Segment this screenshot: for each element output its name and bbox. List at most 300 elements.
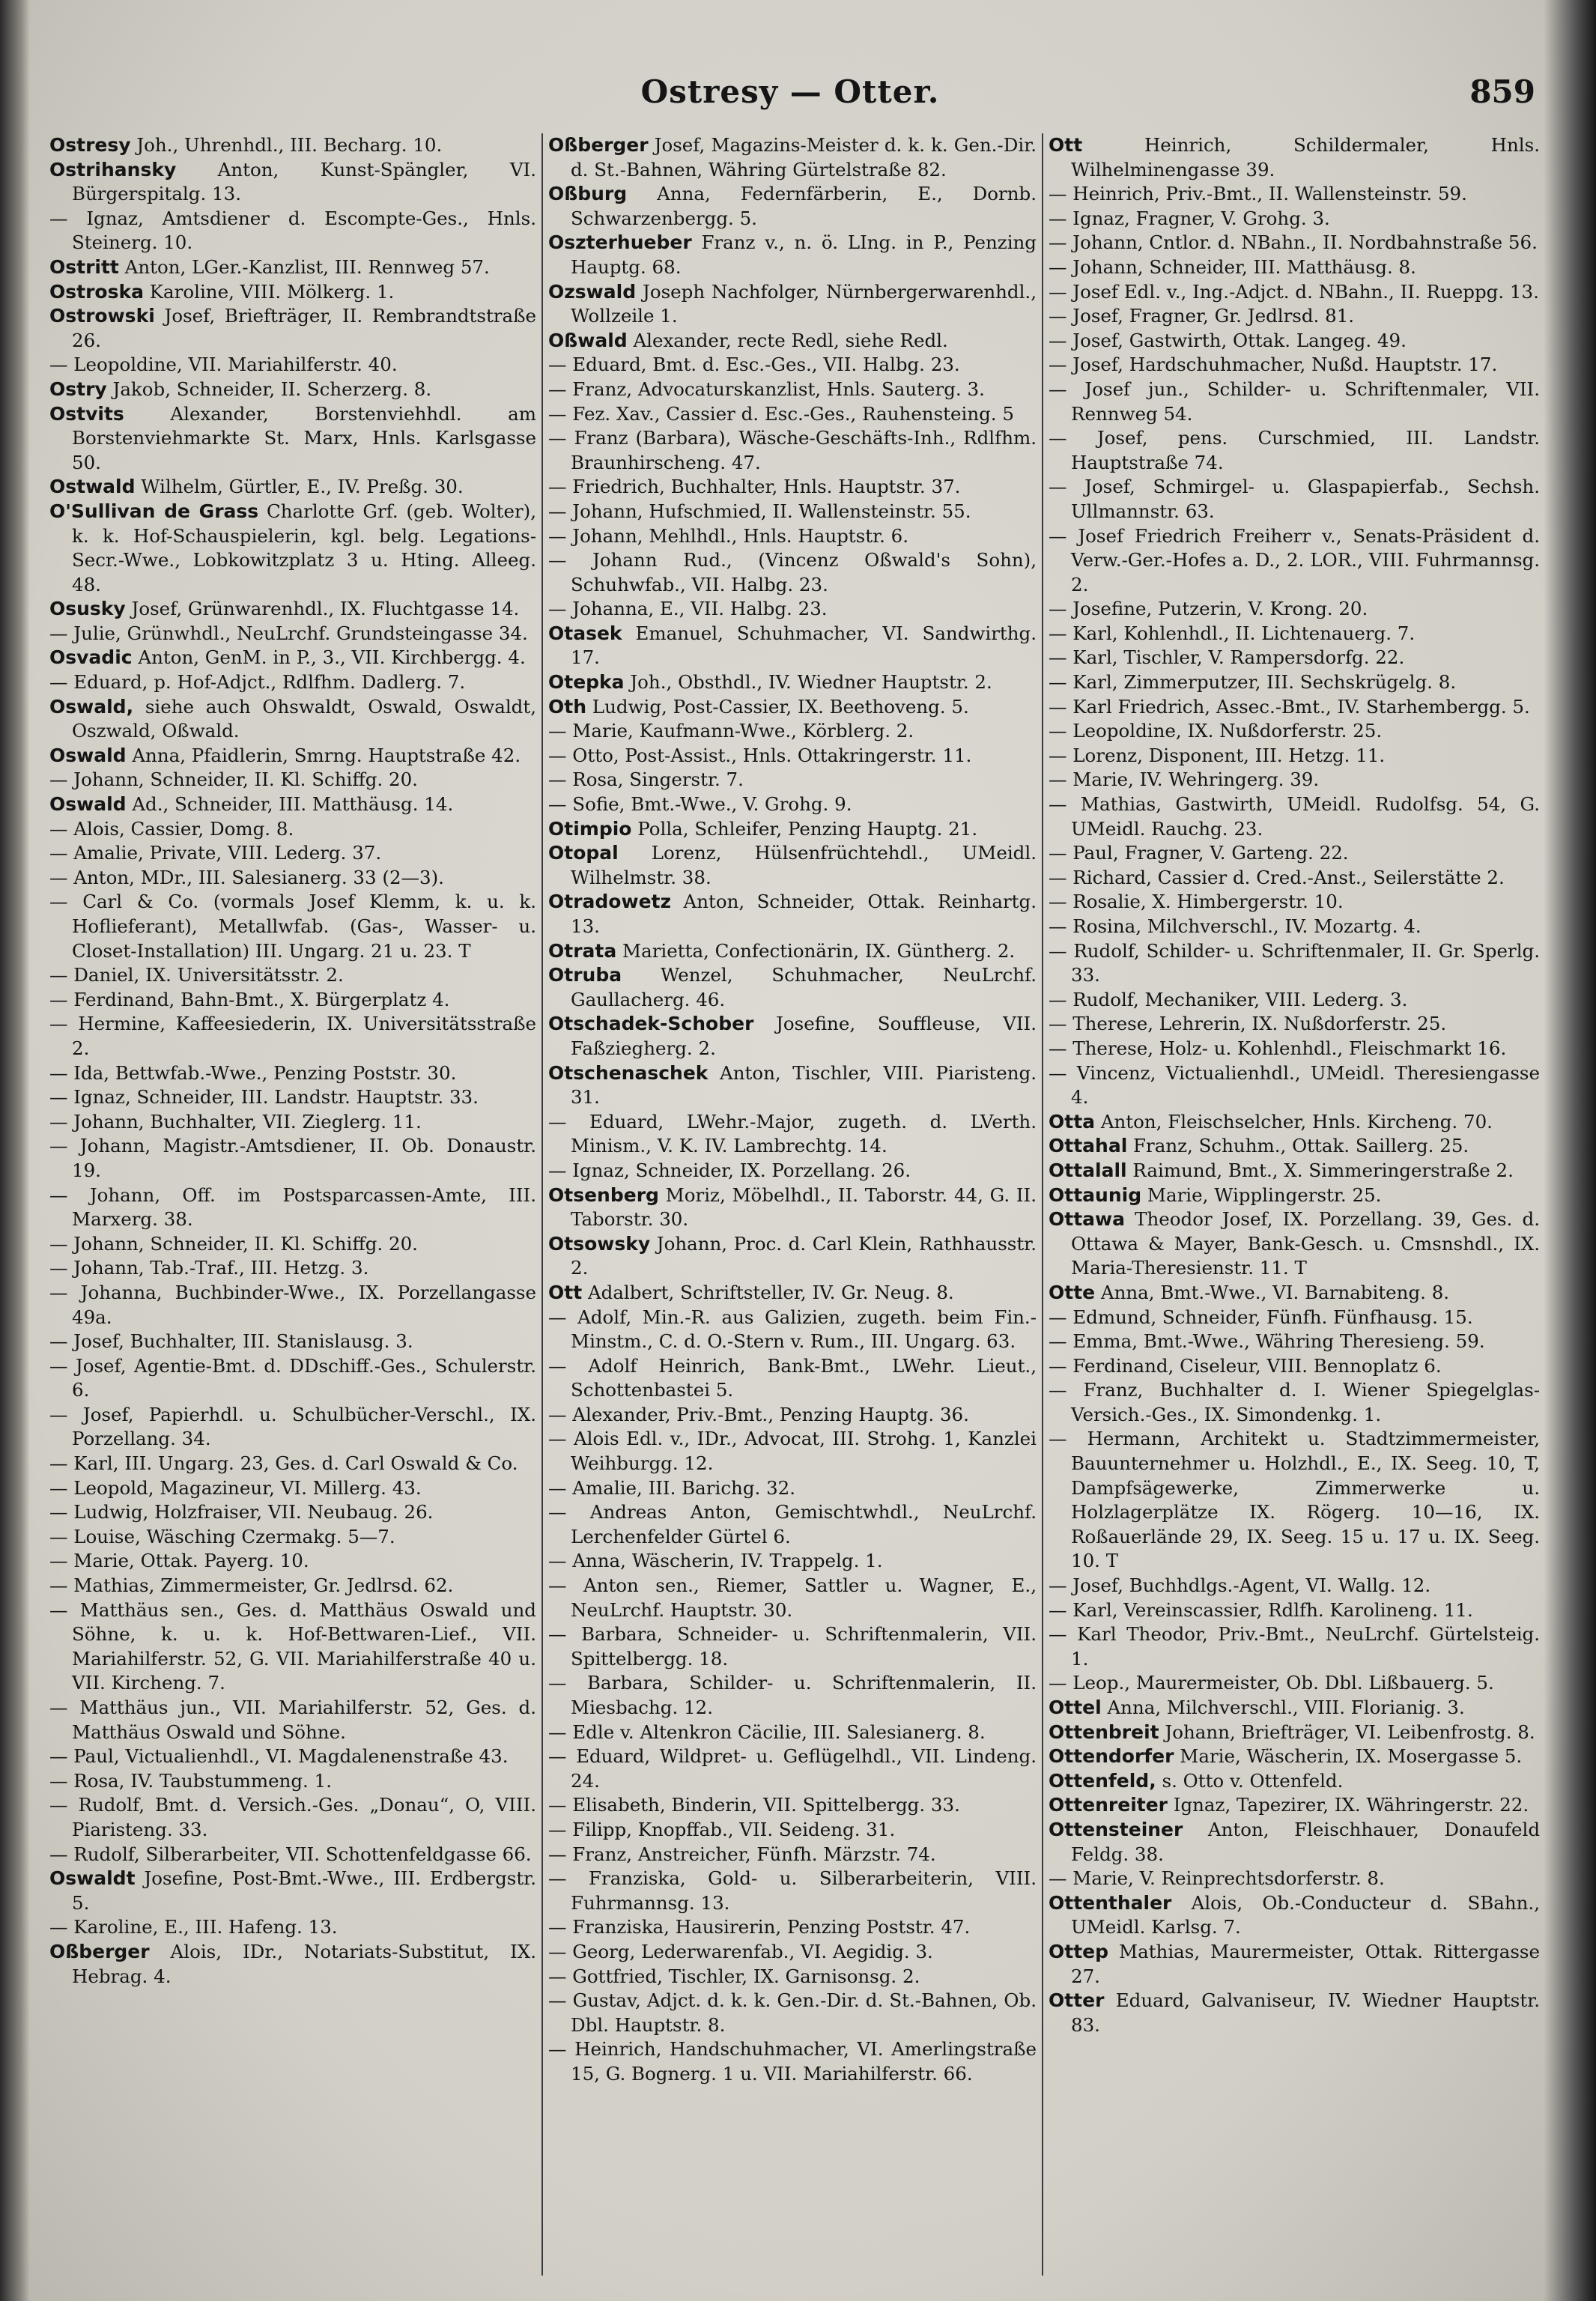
entry-details: Wenzel, Schuhmacher, NeuLrchf. Gaullacherg. 46. [571,964,1037,1010]
entry-details: Anton, Schneider, Ottak. Reinhartg. 13. [571,891,1037,937]
entry-details: Anna, Federnfärberin, E., Dornb. Schwarzenbergg. 5. [571,183,1037,229]
entry-details: — Paul, Victualienhdl., VI. Magdalenenstraße 43. [49,1745,509,1768]
entry-details: — Josef, Buchhalter, III. Stanislausg. 3. [49,1330,413,1353]
entry-details: Anna, Bmt.-Wwe., VI. Barnabiteng. 8. [1095,1281,1450,1303]
entry-surname: Otradowetz [548,891,672,913]
entry-details: — Karl Friedrich, Assec.-Bmt., IV. Starhembergg. 5. [1049,695,1530,718]
entry-details: — Leopoldine, VII. Mariahilferstr. 40. [49,354,398,376]
entry-details: — Josef, Hardschuhmacher, Nußd. Hauptstr. 17. [1049,354,1498,376]
entry-details: — Karl, Vereinscassier, Rdlfh. Karolineng. 11. [1049,1598,1473,1621]
entry-details: Josef, Grünwarenhdl., IX. Fluchtgasse 14. [125,598,520,620]
entry-details: — Rosa, Singerstr. 7. [548,768,744,791]
directory-entry [1049,378,1540,426]
directory-entry [548,768,1037,792]
directory-entry [49,1281,536,1330]
directory-entry [548,1744,1037,1793]
entry-details: — Franziska, Gold- u. Silberarbeiterin, VIII. Fuhrmannsg. 13. [548,1867,1037,1914]
directory-entry [548,2037,1037,2086]
directory-entry [548,133,1037,182]
entry-details: — Therese, Holz- u. Kohlenhdl., Fleischmarkt 16. [1049,1037,1507,1059]
entry-surname: Ottawa [1049,1208,1125,1231]
entry-surname: Ottaunig [1049,1183,1142,1206]
directory-entry [49,1793,536,1842]
entry-details: — Eduard, Wildpret- u. Geflügelhdl., VII. Lindeng. 24. [548,1745,1037,1792]
directory-entry [548,500,1037,524]
entry-details: — Otto, Post-Assist., Hnls. Ottakringerstr. 11. [548,744,972,766]
directory-entry [49,1476,536,1501]
directory-entry [1049,1306,1540,1330]
entry-details: — Leopold, Magazineur, VI. Millerg. 43. [49,1476,422,1499]
directory-entry [548,890,1037,939]
entry-details: — Hermann, Architekt u. Stadtzimmermeister, Bauunternehmer u. Holzhdl., E., IX. Seeg. 10, T, Dampfsägewerke, Zimmerwerke u. Holzlagerplätze IX. Rögerg. 10—16, IX. Roßauerlände 29, IX. Seeg. 15 u. 17 u. IX. Seeg. 10. T [1049,1428,1540,1572]
entry-details: Joseph Nachfolger, Nürnbergerwarenhdl., Wollzeile 1. [571,280,1037,327]
entry-details: — Elisabeth, Binderin, VII. Spittelbergg. 33. [548,1794,960,1816]
directory-entry [548,1281,1037,1306]
entry-details: — Johann, Mehlhdl., Hnls. Hauptstr. 6. [548,524,909,547]
entry-details: — Josef, Fragner, Gr. Jedlrsd. 81. [1049,305,1355,327]
entry-details: — Johann, Hufschmied, II. Wallensteinstr. 55. [548,500,971,522]
directory-entry [49,475,536,500]
directory-entry [1049,1769,1540,1794]
entry-details: — Lorenz, Disponent, III. Hetzg. 11. [1049,744,1386,766]
directory-entry [49,1061,536,1086]
directory-entry [548,1622,1037,1671]
entry-details: Lorenz, Hülsenfrüchtehdl., UMeidl. Wilhelmstr. 38. [571,842,1037,888]
directory-entry [49,1940,536,1989]
entry-details: — Karl, Zimmerputzer, III. Sechskrügelg. 8. [1049,671,1457,694]
directory-entry [49,1843,536,1867]
entry-details: — Alois, Cassier, Domg. 8. [49,817,294,840]
directory-entry [49,1452,536,1476]
directory-entry [1049,1427,1540,1574]
entry-surname: Oszterhueber [548,231,692,254]
directory-entry [49,597,536,622]
entry-details: — Karl, Tischler, V. Rampersdorfg. 22. [1049,646,1405,669]
entry-details: — Barbara, Schilder- u. Schriftenmalerin, II. Miesbachg. 12. [548,1672,1037,1718]
entry-surname: O'Sullivan de Grass [49,500,259,522]
entry-details: Josefine, Post-Bmt.-Wwe., III. Erdbergstr. 5. [72,1867,536,1914]
entry-details: — Richard, Cassier d. Cred.-Anst., Seilerstätte 2. [1049,866,1505,888]
entry-details: Anna, Pfaidlerin, Smrng. Hauptstraße 42. [126,744,521,766]
directory-entry [548,475,1037,500]
directory-entry [1049,353,1540,378]
entry-details: — Anna, Wäscherin, IV. Trappelg. 1. [548,1550,883,1572]
entry-surname: Ottahal [1049,1135,1128,1157]
directory-entry [548,280,1037,329]
entry-surname: Ottep [1049,1940,1109,1962]
directory-entry [548,1574,1037,1622]
directory-entry [1049,1598,1540,1623]
entry-details: — Ludwig, Holzfraiser, VII. Neubaug. 26. [49,1501,434,1524]
directory-entry [548,841,1037,890]
directory-entry [1049,475,1540,524]
directory-entry [49,1915,536,1940]
directory-entry [1049,1281,1540,1306]
directory-entry [49,207,536,255]
entry-details: — Eduard, LWehr.-Major, zugeth. d. LVerth. Minism., V. K. IV. Lambrechtg. 14. [548,1110,1037,1157]
directory-entry [49,1232,536,1257]
directory-entry [49,304,536,353]
directory-entry [548,1989,1037,2037]
directory-entry [548,939,1037,964]
entry-surname: Ottensteiner [1049,1818,1183,1840]
directory-entry [548,1306,1037,1354]
directory-entry [1049,1134,1540,1159]
directory-entry [49,841,536,866]
entry-details: — Barbara, Schneider- u. Schriftenmalerin, VII. Spittelbergg. 18. [548,1623,1037,1670]
page-header [45,73,1535,118]
directory-entry [1049,133,1540,182]
entry-details: — Hermine, Kaffeesiederin, IX. Universitätsstraße 2. [49,1013,536,1059]
entry-surname: Oßberger [548,134,649,156]
entry-details: s. Otto v. Ottenfeld. [1156,1769,1344,1792]
entry-details: — Franz, Anstreicher, Fünfh. Märzstr. 74. [548,1843,936,1865]
directory-entry [548,1671,1037,1720]
directory-entry [548,622,1037,670]
entry-surname: Ottendorfer [1049,1745,1174,1768]
entry-surname: Ostry [49,378,107,400]
entry-details: — Filipp, Knopffab., VII. Seideng. 31. [548,1818,896,1840]
entry-details: Adalbert, Schriftsteller, IV. Gr. Neug. 8. [582,1281,954,1303]
entry-details: Marie, Wipplingerstr. 25. [1141,1183,1382,1206]
entry-details: — Johann, Schneider, II. Kl. Schiffg. 20. [49,1232,418,1255]
directory-entry [548,378,1037,402]
directory-entry [49,1696,536,1744]
entry-details: Ad., Schneider, III. Matthäusg. 14. [126,793,454,816]
directory-entry [49,255,536,280]
entry-surname: Osusky [49,598,126,620]
entry-details: Ludwig, Post-Cassier, IX. Beethoveng. 5. [586,695,969,718]
entry-details: — Franziska, Hausirerin, Penzing Poststr. 47. [548,1916,971,1938]
entry-surname: Ostvits [49,402,124,425]
entry-surname: Ostrihansky [49,158,177,181]
directory-entry [49,1574,536,1598]
directory-entry [1049,1671,1540,1696]
entry-details: Franz v., n. ö. LIng. in P., Penzing Hauptg. 68. [571,231,1037,278]
entry-details: Charlotte Grf. (geb. Wolter), k. k. Hof-Schauspielerin, kgl. belg. Legations-Secr.-Wwe., Lobkowitzplatz 3 u. Hting. Alleeg. 48. [72,500,536,595]
entry-details: Joh., Uhrenhdl., III. Becharg. 10. [130,134,443,156]
directory-entry [49,817,536,842]
directory-entry [548,695,1037,720]
entry-details: — Johann, Tab.-Traf., III. Hetzg. 3. [49,1257,369,1279]
entry-details: — Ignaz, Schneider, IX. Porzellang. 26. [548,1159,911,1181]
entry-details: — Adolf Heinrich, Bank-Bmt., LWehr. Lieut., Schottenbastei 5. [548,1354,1037,1401]
entry-details: — Franz, Buchhalter d. I. Wiener Spiegelglas-Versich.-Ges., IX. Simondenkg. 1. [1049,1379,1540,1425]
entry-details: — Rudolf, Silberarbeiter, VII. Schottenfeldgasse 66. [49,1843,532,1865]
entry-surname: Otter [1049,1989,1105,2012]
entry-details: — Johanna, E., VII. Halbg. 23. [548,598,828,620]
entry-details: — Alexander, Priv.-Bmt., Penzing Hauptg. 36. [548,1403,969,1425]
directory-entry [49,158,536,207]
entry-details: — Mathias, Zimmermeister, Gr. Jedlrsd. 62. [49,1574,454,1597]
entry-details: — Carl & Co. (vormals Josef Klemm, k. u. k. Hoflieferant), Metallwfab. (Gas-, Wasser- u. Closet-Installation) III. Ungarg. 21 u. 23. T [49,891,536,962]
entry-details: — Matthäus sen., Ges. d. Matthäus Oswald und Söhne, k. u. k. Hof-Bettwaren-Lief., VII. Mariahilferstr. 52, G. VII. Mariahilferstraße 40 u. VII. Kircheng. 7. [49,1598,536,1694]
directory-entry [548,1012,1037,1061]
directory-entry [49,988,536,1013]
entry-details: — Josef, pens. Curschmied, III. Landstr. Hauptstraße 74. [1049,427,1540,473]
page-number: 859 [1469,73,1535,110]
entry-surname: Ozswald [548,280,637,303]
entry-surname: Ottenbreit [1049,1721,1159,1743]
entry-details: — Adolf, Min.-R. aus Galizien, zugeth. beim Fin.-Minstm., C. d. O.-Stern v. Rum., III. Ungarg. 63. [548,1306,1037,1353]
directory-entry [548,548,1037,597]
entry-details: — Eduard, Bmt. d. Esc.-Ges., VII. Halbg. 23. [548,354,960,376]
entry-surname: Oßburg [548,183,628,205]
directory-entry [49,133,536,158]
directory-entry [1049,915,1540,939]
entry-details: — Johann Rud., (Vincenz Oßwald's Sohn), Schuhwfab., VII. Halbg. 23. [548,549,1037,595]
directory-entry [1049,744,1540,768]
directory-entry [1049,231,1540,255]
directory-entry [1049,280,1540,305]
directory-entry [1049,939,1540,988]
entry-details: — Sofie, Bmt.-Wwe., V. Grohg. 9. [548,793,852,816]
directory-entry [548,1061,1037,1110]
directory-entry [1049,1867,1540,1891]
directory-entry [1049,207,1540,231]
entry-surname: Oth [548,695,587,718]
directory-entry [548,1476,1037,1501]
entry-details: Ignaz, Tapezirer, IX. Währingerstr. 22. [1168,1794,1529,1816]
entry-surname: Oßwald [548,329,628,351]
directory-entry [1049,695,1540,720]
entry-details: — Rudolf, Schilder- u. Schriftenmaler, II. Gr. Sperlg. 33. [1049,939,1540,986]
directory-entry [548,1965,1037,1989]
directory-entry [548,1110,1037,1159]
entry-details: — Johann, Cntlor. d. NBahn., II. Nordbahnstraße 56. [1049,231,1538,254]
entry-details: Anton, Fleischhauer, Donaufeld Feldg. 38. [1071,1818,1540,1865]
entry-details: — Rosina, Milchverschl., IV. Mozartg. 4. [1049,915,1421,937]
directory-entry [548,817,1037,842]
entry-details: — Johann, Magistr.-Amtsdiener, II. Ob. Donaustr. 19. [49,1135,536,1181]
entry-details: — Rudolf, Mechaniker, VIII. Lederg. 3. [1049,988,1408,1010]
directory-entry [49,402,536,476]
entry-surname: Otruba [548,964,622,986]
entry-surname: Otrata [548,939,617,962]
entry-details: — Josef, Gastwirth, Ottak. Langeg. 49. [1049,329,1407,351]
directory-entry [49,1525,536,1550]
directory-entry [49,1012,536,1061]
directory-entry [49,1769,536,1794]
directory-entry [1049,426,1540,475]
directory-entry [548,1940,1037,1965]
entry-details: — Josef Friedrich Freiherr v., Senats-Präsident d. Verw.-Ger.-Hofes a. D., 2. LOR., VIII. Fuhrmannsg. 2. [1049,524,1540,595]
entry-details: — Georg, Lederwarenfab., VI. Aegidig. 3. [548,1940,933,1962]
entry-details: — Edle v. Altenkron Cäcilie, III. Salesianerg. 8. [548,1721,986,1743]
entry-details: — Leop., Maurermeister, Ob. Dbl. Lißbauerg. 5. [1049,1672,1494,1694]
entry-surname: Otschenaschek [548,1061,709,1084]
entry-details: — Marie, Ottak. Payerg. 10. [49,1550,309,1572]
entry-details: Eduard, Galvaniseur, IV. Wiedner Hauptstr. 83. [1071,1989,1540,2036]
directory-entry [1049,1891,1540,1940]
directory-entry [1049,1207,1540,1281]
entry-details: Anton, GenM. in P., 3., VII. Kirchbergg. 4. [132,646,526,669]
entry-details: — Karl Theodor, Priv.-Bmt., NeuLrchf. Gürtelsteig. 1. [1049,1623,1540,1670]
entry-details: Alois, IDr., Notariats-Substitut, IX. Hebrag. 4. [72,1940,536,1987]
entry-details: Anna, Milchverschl., VIII. Florianig. 3. [1101,1697,1465,1718]
entry-surname: Otimpio [548,817,632,840]
entry-details: Theodor Josef, IX. Porzellang. 39, Ges. d. Ottawa & Mayer, Bank-Gesch. u. Cmsnshdl., IX. Maria-Theresienstr. 11. T [1071,1208,1540,1279]
directory-entry [1049,329,1540,354]
directory-entry [1049,1378,1540,1427]
entry-details: — Matthäus jun., VII. Mariahilferstr. 52, Ges. d. Matthäus Oswald und Söhne. [49,1697,536,1743]
entry-details: Anton, LGer.-Kanzlist, III. Rennweg 57. [118,255,490,278]
directory-entry [1049,792,1540,841]
entry-surname: Otte [1049,1281,1096,1303]
entry-details: Marie, Wäscherin, IX. Mosergasse 5. [1174,1745,1523,1768]
directory-entry [548,524,1037,549]
entry-surname: Otschadek-Schober [548,1013,754,1035]
entry-details: — Franz (Barbara), Wäsche-Geschäfts-Inh., Rdlfhm. Braunhirscheng. 47. [548,427,1037,473]
entry-surname: Otsowsky [548,1232,651,1255]
entry-details: — Marie, IV. Wehringerg. 39. [1049,768,1320,791]
directory-entry [548,1549,1037,1574]
entry-details: — Marie, V. Reinprechtsdorferstr. 8. [1049,1867,1385,1890]
entry-details: — Johann, Schneider, II. Kl. Schiffg. 20. [49,768,418,791]
directory-entry [1049,890,1540,915]
entry-details: — Ignaz, Schneider, III. Landstr. Hauptstr. 33. [49,1086,479,1109]
directory-entry [548,744,1037,768]
column-1 [49,133,536,2276]
entry-surname: Otasek [548,622,622,644]
column-2 [548,133,1037,2276]
entry-details: Franz, Schuhm., Ottak. Saillerg. 25. [1127,1135,1469,1157]
directory-entry [548,231,1037,279]
directory-entry [1049,304,1540,329]
directory-entry [49,1403,536,1452]
column-3 [1049,133,1540,2276]
entry-surname: Ottalall [1049,1159,1127,1181]
directory-entry [1049,1721,1540,1745]
directory-entry [49,866,536,891]
entry-details: — Rudolf, Bmt. d. Versich.-Ges. „Donau“, O, VIII. Piaristeng. 33. [49,1794,536,1840]
entry-details: Moriz, Möbelhdl., II. Taborstr. 44, G. II. Taborstr. 30. [571,1183,1037,1231]
directory-entry [49,1598,536,1696]
directory-entry [49,1744,536,1769]
directory-entry [49,1256,536,1281]
directory-entry [1049,1622,1540,1671]
directory-entry [49,1085,536,1110]
directory-entry [548,597,1037,622]
directory-entry [1049,622,1540,646]
directory-entry [1049,182,1540,207]
directory-entry [548,1232,1037,1281]
directory-entry [1049,255,1540,280]
entry-details: — Johann, Off. im Postsparcassen-Amte, III. Marxerg. 38. [49,1183,536,1231]
page-title: Ostresy — Otter. [640,73,940,110]
entry-details: — Johann, Buchhalter, VII. Zieglerg. 11. [49,1110,422,1133]
entry-details: — Josef, Schmirgel- u. Glaspapierfab., Sechsh. Ullmannstr. 63. [1049,476,1540,522]
directory-entry [1049,1183,1540,1208]
directory-entry [49,1110,536,1135]
entry-details: — Heinrich, Handschuhmacher, VI. Amerlingstraße 15, G. Bognerg. 1 u. VII. Mariahilferstr. 66. [548,2038,1037,2085]
entry-details: — Louise, Wäsching Czermakg. 5—7. [49,1525,395,1547]
entry-details: — Josef, Agentie-Bmt. d. DDschiff.-Ges., Schulerstr. 6. [49,1354,536,1401]
directory-entry [49,353,536,378]
directory-entry [548,1427,1037,1476]
directory-entry [1049,1354,1540,1379]
entry-surname: Ottel [1049,1697,1102,1718]
entry-surname: Ostritt [49,255,119,278]
entry-details: — Therese, Lehrerin, IX. Nußdorferstr. 25. [1049,1013,1447,1035]
directory-entry [1049,841,1540,866]
directory-entry [548,963,1037,1012]
entry-details: — Ignaz, Amtsdiener d. Escompte-Ges., Hnls. Steinerg. 10. [49,207,536,254]
entry-details: Alois, Ob.-Conducteur d. SBahn., UMeidl. Karlsg. 7. [1071,1891,1540,1938]
directory-entry [1049,646,1540,670]
directory-entry [1049,1037,1540,1061]
directory-entry [49,622,536,646]
entry-surname: Ott [1049,134,1083,156]
directory-entry [1049,866,1540,891]
entry-details: — Rosalie, X. Himbergerstr. 10. [1049,891,1344,913]
directory-entry [1049,597,1540,622]
directory-entry [548,329,1037,354]
directory-entry [1049,988,1540,1013]
entry-details: — Leopoldine, IX. Nußdorferstr. 25. [1049,720,1383,742]
entry-surname: Otepka [548,671,625,694]
entry-details: — Daniel, IX. Universitätsstr. 2. [49,964,344,986]
directory-entry [548,1915,1037,1940]
entry-details: Mathias, Maurermeister, Ottak. Rittergasse 27. [1071,1940,1540,1987]
directory-entry [49,1330,536,1354]
entry-details: Josefine, Souffleuse, VII. Faßziegherg. 2. [571,1013,1037,1059]
directory-entry [548,1867,1037,1915]
entry-surname: Ottenthaler [1049,1891,1172,1914]
directory-entry [548,1721,1037,1745]
entry-details: — Ignaz, Fragner, V. Grohg. 3. [1049,207,1330,229]
entry-details: — Paul, Fragner, V. Garteng. 22. [1049,842,1349,864]
directory-entry [1049,1744,1540,1769]
directory-entry [1049,1110,1540,1135]
entry-details: — Alois Edl. v., IDr., Advocat, III. Strohg. 1, Kanzlei Weihburgg. 12. [548,1428,1037,1475]
entry-details: — Anton sen., Riemer, Sattler u. Wagner, E., NeuLrchf. Hauptstr. 30. [548,1574,1037,1621]
entry-details: — Ferdinand, Ciseleur, VIII. Bennoplatz 6. [1049,1354,1442,1377]
directory-entry [49,1183,536,1232]
directory-entry [49,963,536,988]
directory-entry [548,1818,1037,1843]
entry-details: — Johanna, Buchbinder-Wwe., IX. Porzellangasse 49a. [49,1281,536,1328]
entry-details: — Karoline, E., III. Hafeng. 13. [49,1916,338,1938]
entry-surname: Otopal [548,842,619,864]
entry-details: — Anton, MDr., III. Salesianerg. 33 (2—3). [49,866,444,888]
directory-entry [1049,1793,1540,1818]
entry-surname: Oswald, [49,695,134,718]
entry-details: Alexander, recte Redl, siehe Redl. [627,329,948,351]
entry-details: Marietta, Confectionärin, IX. Güntherg. 2. [616,939,1016,962]
directory-entry [548,353,1037,378]
entry-details: — Edmund, Schneider, Fünfh. Fünfhausg. 15. [1049,1306,1473,1328]
entry-details: Josef, Briefträger, II. Rembrandtstraße 26. [72,305,536,351]
entry-details: — Franz, Advocaturskanzlist, Hnls. Sauterg. 3. [548,378,985,400]
directory-entry [548,182,1037,231]
entry-details: Anton, Tischler, VIII. Piaristeng. 31. [571,1061,1037,1109]
directory-entry [49,695,536,744]
entry-details: — Mathias, Gastwirth, UMeidl. Rudolfsg. 54, G. UMeidl. Rauchg. 23. [1049,793,1540,840]
entry-details: — Heinrich, Priv.-Bmt., II. Wallensteinstr. 59. [1049,183,1467,205]
entry-details: Anton, Fleischselcher, Hnls. Kircheng. 70. [1095,1110,1493,1133]
directory-entry [49,1867,536,1915]
entry-details: — Andreas Anton, Gemischtwhdl., NeuLrchf. Lerchenfelder Gürtel 6. [548,1501,1037,1547]
directory-entry [548,792,1037,817]
directory-entry [49,1500,536,1525]
entry-details: — Josef jun., Schilder- u. Schriftenmaler, VII. Rennweg 54. [1049,378,1540,425]
directory-entry [548,1793,1037,1818]
entry-surname: Otsenberg [548,1183,659,1206]
directory-columns [49,133,1540,2276]
entry-surname: Oswald [49,744,127,766]
entry-surname: Ostrowski [49,305,155,327]
